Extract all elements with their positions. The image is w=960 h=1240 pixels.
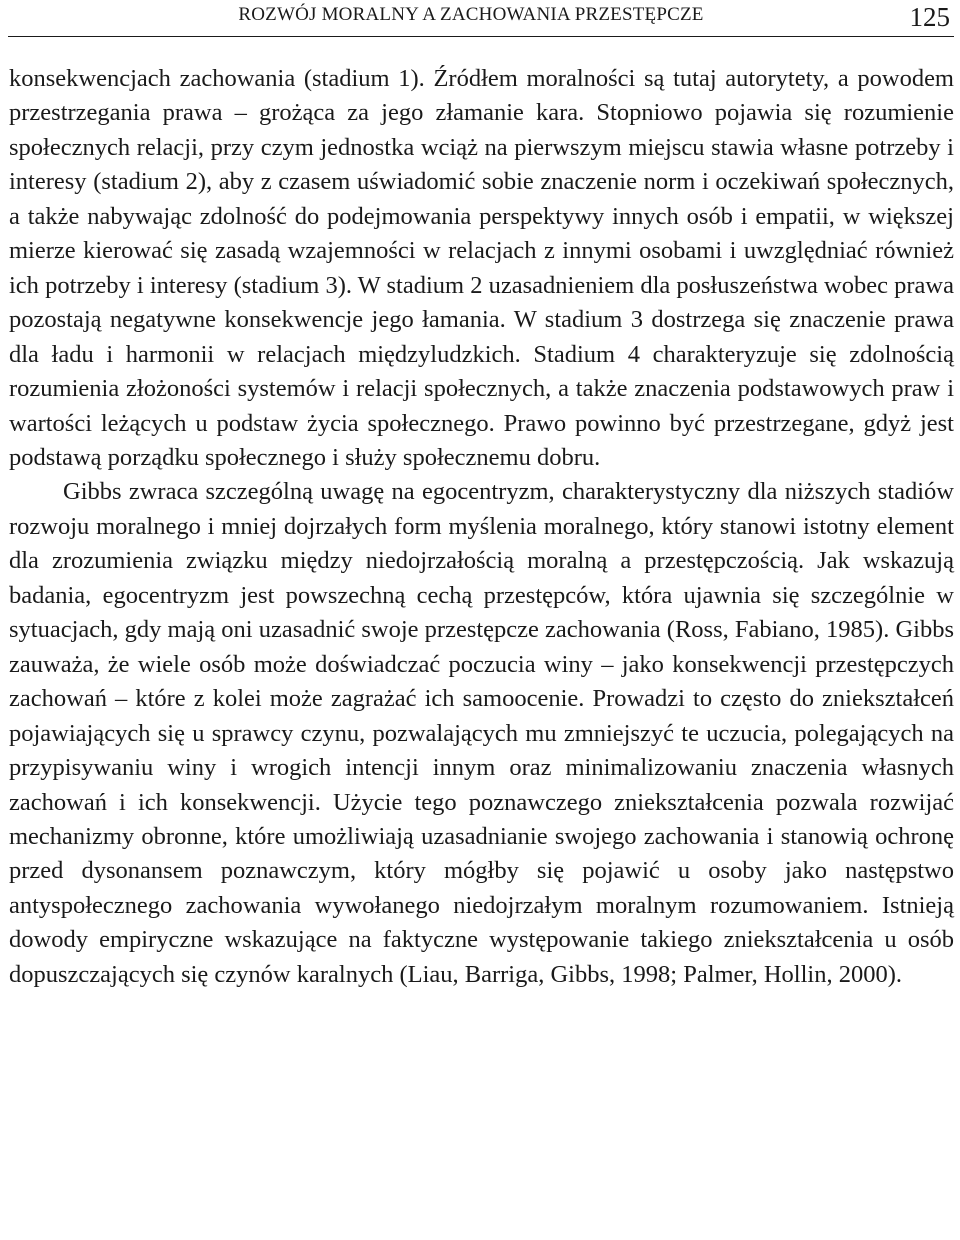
page-number: 125	[909, 2, 950, 32]
running-header	[8, 0, 954, 37]
paragraph-2: Gibbs zwraca szczególną uwagę na egocentryzm, charakterystyczny dla niższych stadiów rozwoju moralnego i mniej dojrzałych form myślenia moralnego, który stanowi istotny element dla zrozumienia związku między niedojrzałością moralną a przestępczością. Jak wskazują badania, egocentryzm jest powszechną cechą przestępców, która ujawnia się szczególnie w sytuacjach, gdy mają oni uzasadnić swoje przestępcze zachowania (Ross, Fabiano, 1985). Gibbs zauważa, że wiele osób może doświadczać poczucia winy – jako konsekwencji przestępczych zachowań – które z kolei może zagrażać ich samoocenie. Prowadzi to często do zniekształceń pojawiających się u sprawcy czynu, pozwalających mu zmniejszyć te uczucia, polegających na przypisywaniu winy i wrogich intencji innym oraz minimalizowaniu znaczenia własnych zachowań i ich konsekwencji. Użycie tego poznawczego zniekształcenia pozwala rozwijać mechanizmy obronne, które umożliwiają uzasadnianie swojego zachowania i stanowią ochronę przed dysonansem poznawczym, który mógłby się pojawić u osoby jako następstwo antyspołecznego zachowania wywołanego niedojrzałym moralnym rozumowaniem. Istnieją dowody empiryczne wskazujące na faktyczne występowanie takiego zniekształcenia u osób dopuszczających się czynów karalnych (Liau, Barriga, Gibbs, 1998; Palmer, Hollin, 2000).	[9, 478, 954, 988]
running-title: ROZWÓJ MORALNY A ZACHOWANIA PRZESTĘPCZE	[238, 4, 704, 25]
body-text	[9, 62, 954, 992]
paragraph-1: konsekwencjach zachowania (stadium 1). Źródłem moralności są tutaj autorytety, a powodem przestrzegania prawa – grożąca za jego złamanie kara. Stopniowo pojawia się rozumienie społecznych relacji, przy czym jednostka wciąż na pierwszym miejscu stawia własne potrzeby i interesy (stadium 2), aby z czasem uświadomić sobie znaczenie norm i oczekiwań społecznych, a także nabywając zdolność do podejmowania perspektywy innych osób i empatii, w większej mierze kierować się zasadą wzajemności w relacjach z innymi osobami i uwzględniać również ich potrzeby i interesy (stadium 3). W stadium 2 uzasadnieniem dla posłuszeństwa wobec prawa pozostają negatywne konsekwencje jego łamania. W stadium 3 dostrzega się znaczenie prawa dla ładu i harmonii w relacjach międzyludzkich. Stadium 4 charakteryzuje się zdolnością rozumienia złożoności systemów i relacji społecznych, a także znaczenia podstawowych praw i wartości leżących u podstaw życia społecznego. Prawo powinno być przestrzegane, gdyż jest podstawą porządku społecznego i służy społecznemu dobru.	[9, 65, 954, 471]
